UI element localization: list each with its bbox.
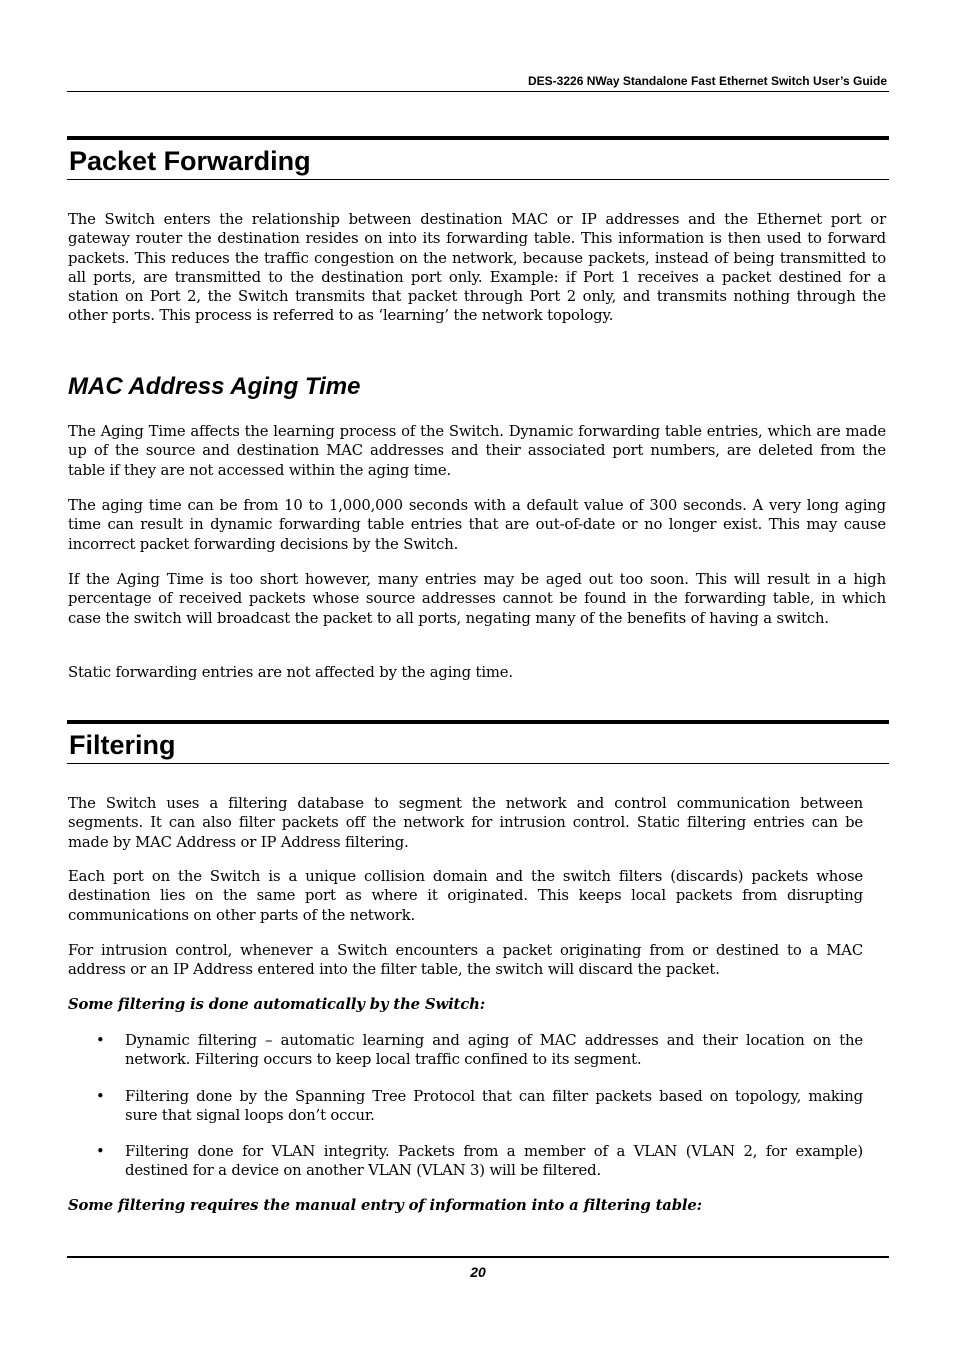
manual-filtering-subheading: Some filtering requires the manual entry of information into a filtering table: — [68, 1197, 702, 1214]
bullet-item-vlan-integrity — [68, 1142, 863, 1181]
auto-filtering-subheading: Some filtering is done automatically by the Switch: — [68, 996, 486, 1013]
filtering-heading: Filtering — [67, 720, 889, 764]
bullet-text: Filtering done by the Spanning Tree Protocol that can filter packets based on topology, making sure that signal loops don’t occur. — [125, 1088, 863, 1125]
bullet-item-spanning-tree — [68, 1087, 863, 1126]
bullet-icon: • — [96, 1143, 105, 1160]
mac-aging-paragraph-3: If the Aging Time is too short however, many entries may be aged out too soon. This will result in a high percentage of received packets whose source addresses cannot be found in the forwarding table, in which case the switch will broadcast the packet to all ports, negating many of the benefits of having a switch. — [68, 571, 886, 627]
filtering-paragraph-2: Each port on the Switch is a unique collision domain and the switch filters (discards) packets whose destination lies on the same port as where it originated. This keeps local packets from disrupting communications on other parts of the network. — [68, 868, 863, 924]
section-heading-packet-forwarding — [67, 136, 889, 180]
bullet-icon: • — [96, 1032, 105, 1049]
packet-forwarding-paragraph: The Switch enters the relationship between destination MAC or IP addresses and the Ethernet port or gateway router the destination resides on into its forwarding table. This information is then used to forward packets. This reduces the traffic congestion on the network, because packets, instead of being transmitted to all ports, are transmitted to the destination port only. Example: if Port 1 receives a packet destined for a station on Port 2, the Switch transmits that packet through Port 2 only, and transmits nothing through the other ports. This process is referred to as ‘learning’ the network topology. — [68, 211, 886, 325]
section-heading-filtering — [67, 720, 889, 764]
filtering-paragraph-3: For intrusion control, whenever a Switch encounters a packet originating from or destined to a MAC address or an IP Address entered into the filter table, the switch will discard the packet. — [68, 942, 863, 979]
running-header: DES-3226 NWay Standalone Fast Ethernet Switch User’s Guide — [528, 74, 887, 88]
mac-aging-paragraph-1: The Aging Time affects the learning process of the Switch. Dynamic forwarding table entries, which are made up of the source and destination MAC addresses and their associated port numbers, are deleted from the table if they are not accessed within the aging time. — [68, 423, 886, 479]
footer-rule — [67, 1256, 889, 1258]
mac-aging-heading: MAC Address Aging Time — [68, 373, 361, 400]
bullet-text: Filtering done for VLAN integrity. Packets from a member of a VLAN (VLAN 2, for example) destined for a device on another VLAN (VLAN 3) will be filtered. — [125, 1143, 863, 1180]
filtering-paragraph-1: The Switch uses a filtering database to segment the network and control communication between segments. It can also filter packets off the network for intrusion control. Static filtering entries can be made by MAC Address or IP Address filtering. — [68, 795, 863, 851]
mac-aging-paragraph-2: The aging time can be from 10 to 1,000,000 seconds with a default value of 300 seconds. A very long aging time can result in dynamic forwarding table entries that are out-of-date or no longer exist. This may cause incorrect packet forwarding decisions by the Switch. — [68, 497, 886, 553]
page-number: 20 — [470, 1264, 486, 1280]
header-rule — [67, 91, 889, 92]
mac-aging-paragraph-4: Static forwarding entries are not affected by the aging time. — [68, 664, 513, 681]
packet-forwarding-heading: Packet Forwarding — [67, 136, 889, 180]
bullet-text: Dynamic filtering – automatic learning and aging of MAC addresses and their location on the network. Filtering occurs to keep local traffic confined to its segment. — [125, 1032, 863, 1069]
bullet-icon: • — [96, 1088, 105, 1105]
bullet-item-dynamic-filtering — [68, 1031, 863, 1070]
